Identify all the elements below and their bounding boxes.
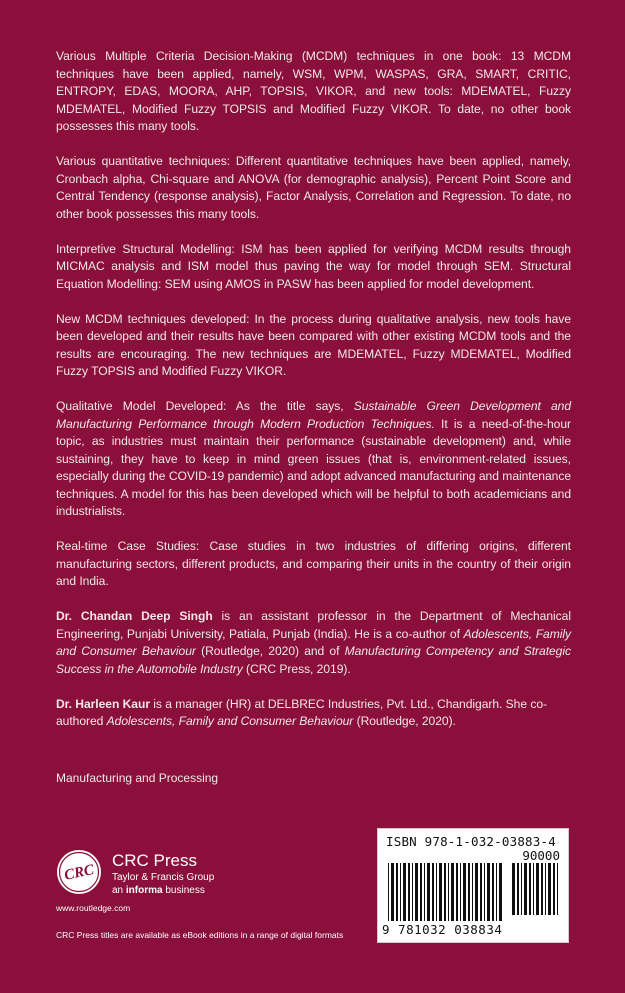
- barcode-bar: [499, 863, 502, 921]
- barcode-bar: [420, 863, 422, 921]
- barcode-bar: [484, 863, 485, 921]
- parent-an: an: [112, 885, 126, 896]
- publisher-url: www.routledge.com: [56, 903, 131, 913]
- barcode-bar: [548, 863, 551, 915]
- blurb-paragraph-quantitative: Various quantitative techniques: Different quantitative techniques have been applied, namely, Cronbach alpha, Chi-square and ANOVA (for demographic analysis), Percent Point Score and Central Tendency (response analysis), Factor Analysis, Correlation and Regression. To date, no other book possesses this many tools.: [56, 154, 571, 221]
- qualitative-model-intro: Qualitative Model Developed: As the title says,: [56, 399, 354, 413]
- barcode-bar: [451, 863, 454, 921]
- author-book-title: Adolescents, Family and Consumer Behaviour: [56, 626, 571, 658]
- blurb-paragraph-mcdm: Various Multiple Criteria Decision-Making (MCDM) techniques in one book: 13 MCDM techniques have been applied, namely, WSM, WPM, WASPAS, GRA, SMART, CRITIC, ENTROPY, EDAS, MOORA, AHP, TOPSIS, VIKOR, and new tools: MDEMATEL, Fuzzy MDEMATEL, Modified Fuzzy TOPSIS and Modified Fuzzy VIKOR. To date, no other book possesses this many tools.: [56, 49, 571, 133]
- author-bio-text: is an assistant professor in the Department of Mechanical Engineering, Punjabi University, Patiala, Punjab (India). He is a co-author of: [56, 609, 571, 641]
- blurb-paragraph-ism: Interpretive Structural Modelling: ISM has been applied for verifying MCDM results through MICMAC analysis and ISM model thus paving the way for model through SEM. Structural Equation Modelling: SEM using AMOS in PASW has been applied for model development.: [56, 241, 571, 291]
- book-title-italic: Sustainable Green Development and Manufacturing Performance through Modern Production Techniques.: [56, 399, 572, 431]
- isbn-number: ISBN 978-1-032-03883-4: [386, 834, 556, 849]
- barcode-bar: [400, 863, 401, 921]
- author-bio-kaur: [56, 696, 571, 731]
- barcode-bar: [391, 863, 394, 921]
- price-code: 90000: [522, 848, 560, 863]
- barcode-main-bars: [388, 863, 506, 921]
- barcode-bar: [545, 863, 546, 915]
- author-bio-singh: [56, 608, 571, 678]
- barcode-addon-bars: [512, 863, 560, 915]
- barcode-bar: [432, 863, 434, 921]
- crc-logo-icon: [56, 849, 102, 895]
- barcode-bar: [403, 863, 406, 921]
- publisher-parent: [112, 884, 214, 897]
- blurb-paragraph-new-techniques: New MCDM techniques developed: In the process during qualitative analysis, new tools have been developed and their results have been compared with other existing MCDM tools and the results are encouraging. The new techniques are MDEMATEL, Fuzzy MDEMATEL, Modified Fuzzy TOPSIS and Modified Fuzzy VIKOR.: [56, 311, 571, 378]
- author-name-singh: Dr. Chandan Deep Singh: [56, 609, 213, 623]
- barcode-bar: [444, 863, 446, 921]
- barcode-bar: [468, 863, 470, 921]
- barcode-bar: [396, 863, 398, 921]
- publisher-wordmark: [112, 851, 214, 897]
- barcode-bar: [480, 863, 482, 921]
- barcode-bar: [412, 863, 413, 921]
- barcode-bar: [529, 863, 531, 915]
- author-bio-text: (Routledge, 2020) and of: [195, 644, 345, 658]
- barcode-bar: [439, 863, 442, 921]
- blurb-text: [56, 48, 571, 748]
- barcode-bar: [427, 863, 430, 921]
- barcode-bar: [521, 863, 522, 915]
- barcode-bar: [553, 863, 555, 915]
- barcode-bar: [460, 863, 461, 921]
- barcode-bar: [557, 863, 558, 915]
- barcode-bar: [533, 863, 534, 915]
- barcode-digits: 9 781032 038834: [382, 922, 503, 937]
- subject-category: Manufacturing and Processing: [56, 771, 219, 785]
- barcode-bar: [487, 863, 490, 921]
- barcode-bar: [415, 863, 418, 921]
- publisher-group: Taylor & Francis Group: [112, 872, 215, 883]
- barcode-bar: [448, 863, 449, 921]
- publisher-name: CRC Press: [112, 851, 198, 870]
- barcode-bar: [436, 863, 437, 921]
- barcode-bar: [388, 863, 389, 921]
- author-bio-text: (CRC Press, 2019).: [242, 661, 351, 676]
- author-bio-text: (Routledge, 2020).: [353, 714, 456, 728]
- author-book-title: Manufacturing Competency and Strategic Success in the Automobile Industry: [56, 644, 571, 676]
- crc-logo-letters: CRC: [62, 862, 96, 884]
- barcode-bar: [524, 863, 527, 915]
- blurb-paragraph-case-studies: Real-time Case Studies: Case studies in two industries of differing origins, different manufacturing sectors, different products, and comparing their units in the country of their origin and India.: [56, 539, 571, 588]
- parent-business: business: [162, 885, 205, 896]
- barcode-bar: [456, 863, 458, 921]
- publisher-logo: [56, 849, 236, 899]
- barcode-bar: [472, 863, 473, 921]
- barcode-bar: [496, 863, 497, 921]
- barcode-bar: [536, 863, 539, 915]
- barcode-bar: [408, 863, 410, 921]
- qualitative-model-body: It is a need-of-the-hour topic, as industries must maintain their performance (sustainable development) and, while sustaining, they have to keep in mind green issues (that is, environment-related issues, especially during the COVID-19 pandemic) and adopt advanced manufacturing and maintenance techniques. A model for this has been developed which will be helpful to both academicians and industrialists.: [56, 416, 571, 518]
- barcode-bar: [517, 863, 519, 915]
- barcode-bar: [541, 863, 543, 915]
- barcode-bar: [512, 863, 515, 915]
- isbn-barcode: [377, 828, 569, 943]
- author-book-title: Adolescents, Family and Consumer Behaviour: [106, 714, 354, 728]
- ebook-note: CRC Press titles are available as eBook editions in a range of digital formats: [56, 930, 344, 940]
- barcode-bar: [475, 863, 478, 921]
- author-name-kaur: Dr. Harleen Kaur: [56, 696, 150, 711]
- author-bio-text: is a manager (HR) at DELBREC Industries, Pvt. Ltd., Chandigarh. She co-authored: [56, 696, 547, 728]
- barcode-bar: [424, 863, 425, 921]
- parent-informa: informa: [125, 885, 163, 896]
- barcode-bar: [463, 863, 466, 921]
- barcode-bar: [492, 863, 494, 921]
- blurb-paragraph-qualitative-model: [56, 398, 571, 521]
